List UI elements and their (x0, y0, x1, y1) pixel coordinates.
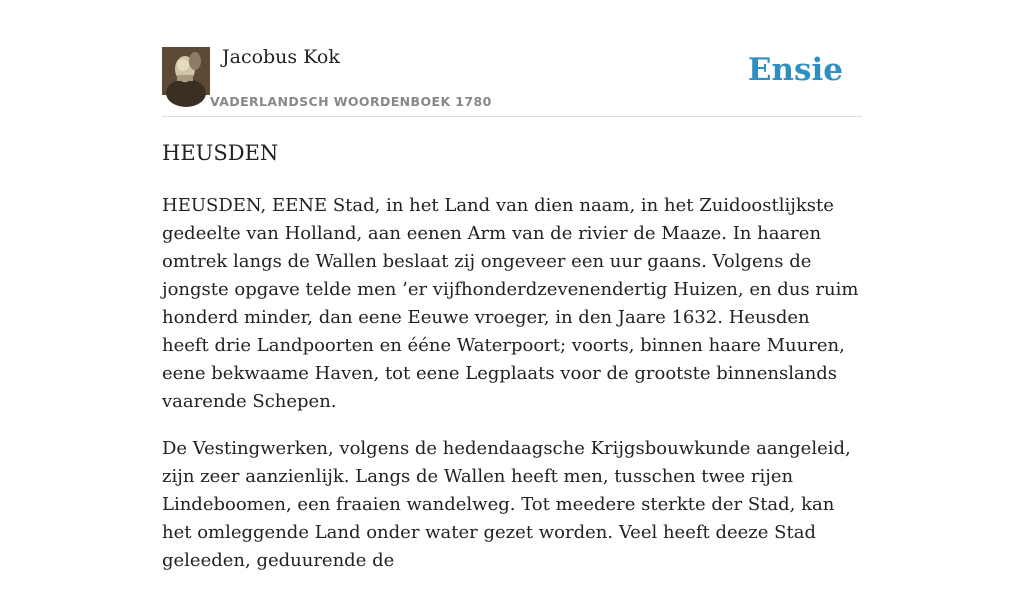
article-title: HEUSDEN (162, 141, 279, 165)
author-portrait-icon (162, 47, 210, 95)
author-avatar[interactable] (162, 47, 210, 95)
article-paragraph: De Vestingwerken, volgens de hedendaagsche Krijgsbouwkunde aangeleid, zijn zeer aanzienlijk. Langs de Wallen heeft men, tusschen twee rijen Lindeboomen, een fraaien wandelweg. Tot meedere sterkte der Stad, kan het omleggende Land onder water gezet worden. Veel heeft deeze Stad geleeden, geduurende de (162, 438, 851, 571)
article-header (162, 0, 862, 117)
page-container (162, 0, 862, 571)
author-name[interactable]: Jacobus Kok (222, 46, 340, 68)
source-label[interactable]: VADERLANDSCH WOORDENBOEK 1780 (210, 94, 492, 109)
article-paragraph: HEUSDEN, EENE Stad, in het Land van dien naam, in het Zuidoostlijkste gedeelte van Holland, aan eenen Arm van de rivier de Maaze. In haaren omtrek langs de Wallen beslaat zij ongeveer een uur gaans. Volgens de jongste opgave telde men ’er vijfhonderdzevenendertig Huizen, en dus ruim honderd minder, dan eene Eeuwe vroeger, in den Jaare 1632. Heusden heeft drie Landpoorten en ééne Waterpoort; voorts, binnen haare Muuren, eene bekwaame Haven, tot eene Legplaats voor de grootste binnenslands vaarende Schepen. (162, 195, 859, 412)
article-body (162, 192, 862, 594)
brand-logo[interactable]: Ensie (747, 52, 843, 88)
